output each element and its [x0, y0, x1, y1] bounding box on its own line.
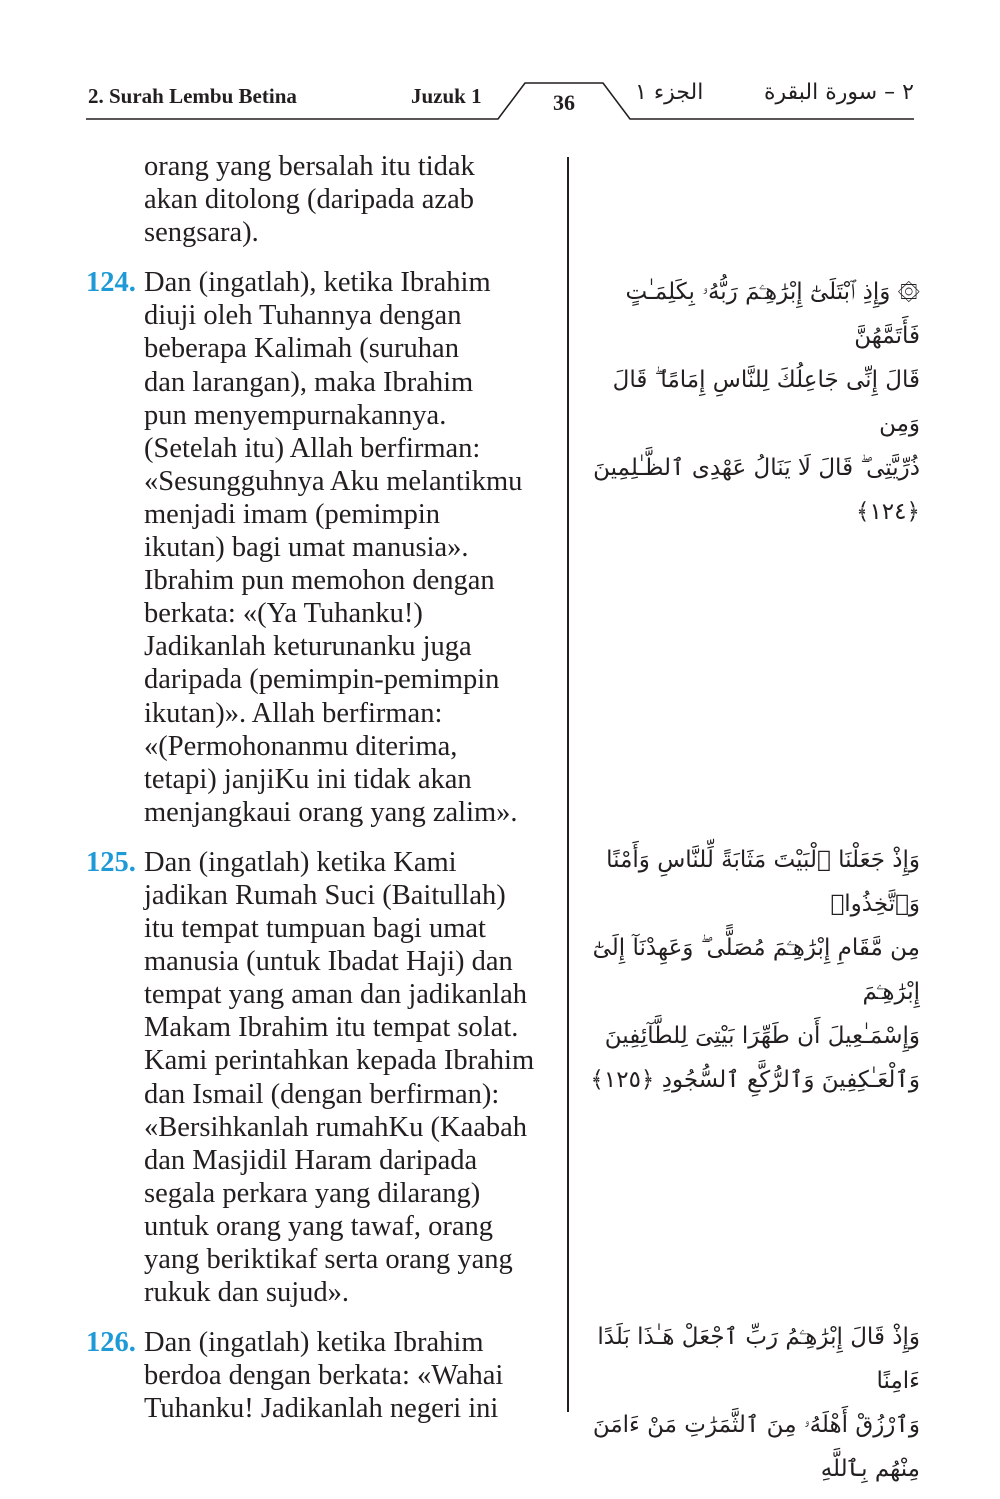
- text-line: Dan (ingatlah) ketika Ibrahim: [144, 1327, 484, 1359]
- text-line: rukuk dan sujud».: [144, 1277, 350, 1309]
- text-line: ikutan) bagi umat manusia».: [144, 532, 469, 564]
- text-line: beberapa Kalimah (suruhan: [144, 333, 459, 365]
- text-line: tempat yang aman dan jadikanlah: [144, 979, 528, 1011]
- text-line: Dan (ingatlah), ketika Ibrahim: [144, 267, 491, 299]
- verse-124: [86, 266, 558, 829]
- arabic-line: وَإِذْ جَعَلْنَا ٱلْبَيْتَ مَثَابَةً لِّلنَّاسِ وَأَمْنًا وَٱتَّخِذُوا۟: [606, 847, 920, 917]
- text-line: Tuhanku! Jadikanlah negeri ini: [144, 1393, 499, 1425]
- text-line: Jadikanlah keturunanku juga: [144, 631, 472, 663]
- text-line: itu tempat tumpuan bagi umat: [144, 913, 486, 945]
- verse-125: [86, 846, 558, 1309]
- verse-number: 124.: [86, 267, 136, 299]
- arabic-line: وَٱرْزُقْ أَهْلَهُۥ مِنَ ٱلثَّمَرَٰتِ مَنْ ءَامَنَ مِنْهُم بِٱللَّهِ: [592, 1412, 920, 1482]
- text-line: yang beriktikaf serta orang yang: [144, 1244, 513, 1275]
- text-line: (Setelah itu) Allah berfirman:: [144, 432, 481, 464]
- text-line: dan larangan), maka Ibrahim: [144, 366, 474, 398]
- surah-title-arabic: ٢ – سورة البقرة: [763, 80, 914, 105]
- text-line: jadikan Rumah Suci (Baitullah): [144, 879, 506, 911]
- arabic-verse-126: [590, 1315, 920, 1491]
- text-line: «Sesungguhnya Aku melantikmu: [144, 465, 523, 497]
- text-line: dan Ismail (dengan berfirman):: [144, 1078, 500, 1110]
- text-line: tetapi) janjiKu ini tidak akan: [144, 763, 472, 795]
- translation-column: [86, 150, 558, 1425]
- text-line: «Bersihkanlah rumahKu (Kaabah: [144, 1111, 528, 1143]
- text-line: menjangkaui orang yang zalim».: [144, 796, 518, 828]
- text-line: Dan (ingatlah) ketika Kami: [144, 846, 457, 878]
- juz-arabic: الجزء ١: [635, 80, 704, 105]
- column-divider: [567, 157, 569, 1412]
- arabic-line: وَٱلْعَـٰكِفِينَ وَٱلرُّكَّعِ ٱلسُّجُودِ ﴿١٢٥﴾: [590, 1067, 920, 1093]
- text-line: dan Masjidil Haram daripada: [144, 1144, 478, 1176]
- text-line: Kami perintahkan kepada Ibrahim: [144, 1045, 535, 1077]
- arabic-verse-124: [590, 270, 920, 534]
- text-line: Ibrahim pun memohon dengan: [144, 565, 495, 597]
- text-line: untuk orang yang tawaf, orang: [144, 1210, 494, 1242]
- text-line: daripada (pemimpin-pemimpin: [144, 664, 500, 696]
- text-line: ikutan)». Allah berfirman:: [144, 697, 443, 729]
- text-line: orang yang bersalah itu tidak: [144, 151, 475, 182]
- arabic-verse-125: [590, 838, 920, 1102]
- verse-number: 126.: [86, 1327, 136, 1359]
- text-line: berkata: «(Ya Tuhanku!): [144, 598, 423, 630]
- page-header: [0, 0, 1000, 130]
- arabic-line: وَإِذْ قَالَ إِبْرَٰهِـۧمُ رَبِّ ٱجْعَلْ هَـٰذَا بَلَدًا ءَامِنًا: [597, 1324, 920, 1394]
- text-line: berdoa dengan berkata: «Wahai: [144, 1360, 504, 1392]
- arabic-line: قَالَ إِنِّى جَاعِلُكَ لِلنَّاسِ إِمَامًا ۖ قَالَ وَمِن: [612, 367, 920, 437]
- arabic-line: ۞ وَإِذِ ٱبْتَلَىٰٓ إِبْرَٰهِـۧمَ رَبُّهُۥ بِكَلِمَـٰتٍ فَأَتَمَّهُنَّ: [625, 279, 920, 349]
- text-line: sengsara).: [144, 217, 259, 249]
- text-line: menjadi imam (pemimpin: [144, 498, 441, 530]
- verse-number: 125.: [86, 846, 136, 878]
- page-number: 36: [553, 90, 575, 115]
- header-rule: [0, 0, 1000, 130]
- text-line: «(Permohonanmu diterima,: [144, 730, 458, 762]
- text-line: akan ditolong (daripada azab: [144, 184, 474, 216]
- text-line: manusia (untuk Ibadat Haji) dan: [144, 946, 513, 978]
- text-line: segala perkara yang dilarang): [144, 1177, 481, 1209]
- text-line: Makam Ibrahim itu tempat solat.: [144, 1012, 519, 1044]
- arabic-line: ذُرِّيَّتِى ۖ قَالَ لَا يَنَالُ عَهْدِى ٱلظَّـٰلِمِينَ ﴿١٢٤﴾: [593, 455, 920, 525]
- juz-label: Juzuk 1: [411, 84, 482, 108]
- verse-126: [86, 1326, 558, 1425]
- text-line: diuji oleh Tuhannya dengan: [144, 300, 462, 332]
- arabic-line: وَإِسْمَـٰعِيلَ أَن طَهِّرَا بَيْتِىَ لِلطَّآئِفِينَ: [604, 1023, 920, 1049]
- text-line: pun menyempurnakannya.: [144, 399, 447, 431]
- arabic-line: مِن مَّقَامِ إِبْرَٰهِـۧمَ مُصَلًّى ۖ وَعَهِدْنَآ إِلَىٰٓ إِبْرَٰهِـۧمَ: [592, 935, 920, 1005]
- continued-verse: [86, 150, 558, 249]
- surah-title: 2. Surah Lembu Betina: [88, 84, 297, 108]
